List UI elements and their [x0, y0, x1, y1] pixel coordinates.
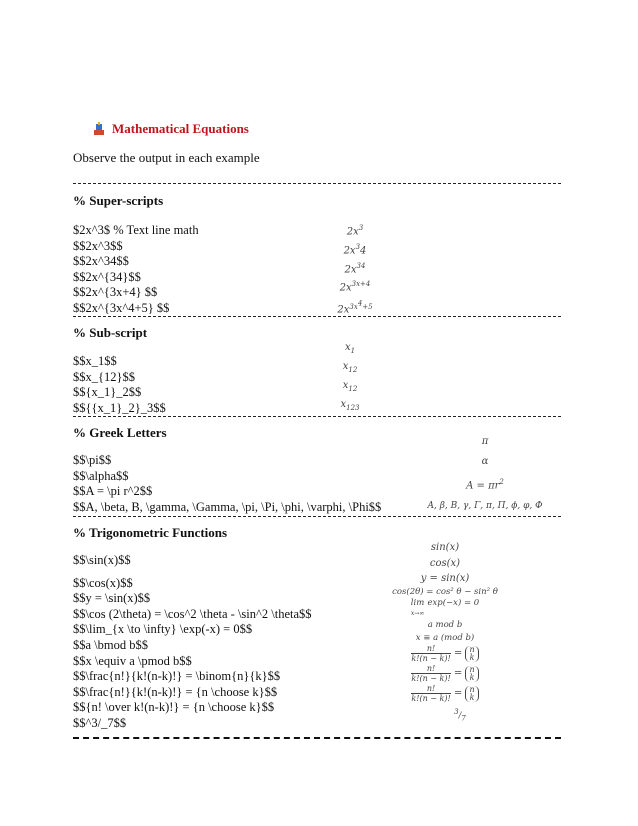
code-line: $$\cos (2\theta) = \cos^2 \theta - \sin^2 \theta$$: [73, 606, 312, 621]
code-line: $${{x_1}_2}_3$$: [73, 400, 166, 415]
superscripts-code: [73, 223, 199, 317]
code-line: $$\pi$$: [73, 453, 112, 467]
page-title: Mathematical Equations: [112, 121, 249, 136]
code-line: $$\lim_{x \to \infty} \exp(-x) = 0$$: [73, 622, 253, 637]
divider: [73, 416, 561, 417]
code-line: $$\alpha$$: [73, 468, 129, 483]
code-line: $$A = \pi r^2$$: [73, 484, 153, 499]
section-heading-subscripts: % Sub-script: [73, 325, 148, 340]
divider: [73, 737, 561, 739]
code-line: $$x_1$$: [73, 354, 117, 368]
code-line: $$a \bmod b$$: [73, 637, 148, 652]
code-line: $$\frac{n!}{k!(n-k)!} = {n \choose k}$$: [73, 684, 278, 699]
divider: [73, 316, 561, 317]
section-heading-trig: % Trigonometric Functions: [73, 525, 228, 540]
code-line: $2x^3$ % Text line math: [73, 223, 199, 237]
code-line: $$x \equiv a \pmod b$$: [73, 653, 192, 668]
divider: [73, 516, 561, 517]
trig-output: sin(x) cos(x) y = sin(x) cos(2θ) = cos² θ − sin² θ lim x→∞ exp(−x) = 0 a mod b x ≡ a (mod b) $\frac{n!}{k!(n - k)!}$ = n k $\frac{n!}{k!(n - k)!}$ = n k $\frac{n!}{k!(n - k)!}$ = n k $^3/_7$: [392, 542, 498, 723]
code-line: $$A, \beta, B, \gamma, \Gamma, \pi, \Pi, \phi, \varphi, \Phi$$: [73, 499, 382, 514]
code-line: $$\cos(x)$$: [73, 575, 133, 590]
code-line: $${n! \over k!(n-k)!} = {n \choose k}$$: [73, 700, 275, 715]
code-line: $$2x^{34}$$: [73, 269, 141, 284]
greek-code: [73, 453, 381, 515]
code-line: $$x_{12}$$: [73, 369, 135, 384]
divider: [73, 183, 561, 184]
code-line: $${x_1}_2$$: [73, 385, 142, 400]
code-line: $$2x^3$$: [73, 238, 123, 253]
equation-icon: [93, 122, 105, 136]
trig-code: [73, 553, 312, 732]
subscripts-code: [73, 354, 166, 416]
greek-output: π α $A = \pi r^2$ A, β, B, γ, Γ, π, Π, ϕ, φ, Φ: [427, 436, 543, 512]
subscripts-output: $x_1$ $x_{12}$ $x_{12}$ $x_{123}$: [340, 342, 360, 412]
section-heading-greek: % Greek Letters: [73, 425, 167, 440]
code-line: $$\sin(x)$$: [73, 553, 131, 567]
code-line: $$y = \sin(x)$$: [73, 591, 151, 606]
code-line: $$2x^34$$: [73, 254, 129, 269]
code-line: $$2x^{3x+4} $$: [73, 285, 158, 300]
section-heading-superscripts: % Super-scripts: [73, 193, 164, 208]
superscripts-output: $2x^3$ $2x^34$ $2x^{34}$ $2x^{3x+4}$ $2x^{3x^4+5}$: [337, 224, 373, 316]
intro-text: Observe the output in each example: [73, 150, 260, 165]
code-line: $$^3/_7$$: [73, 715, 127, 730]
code-line: $$\frac{n!}{k!(n-k)!} = \binom{n}{k}$$: [73, 669, 281, 684]
code-line: $$2x^{3x^4+5} $$: [73, 300, 170, 315]
